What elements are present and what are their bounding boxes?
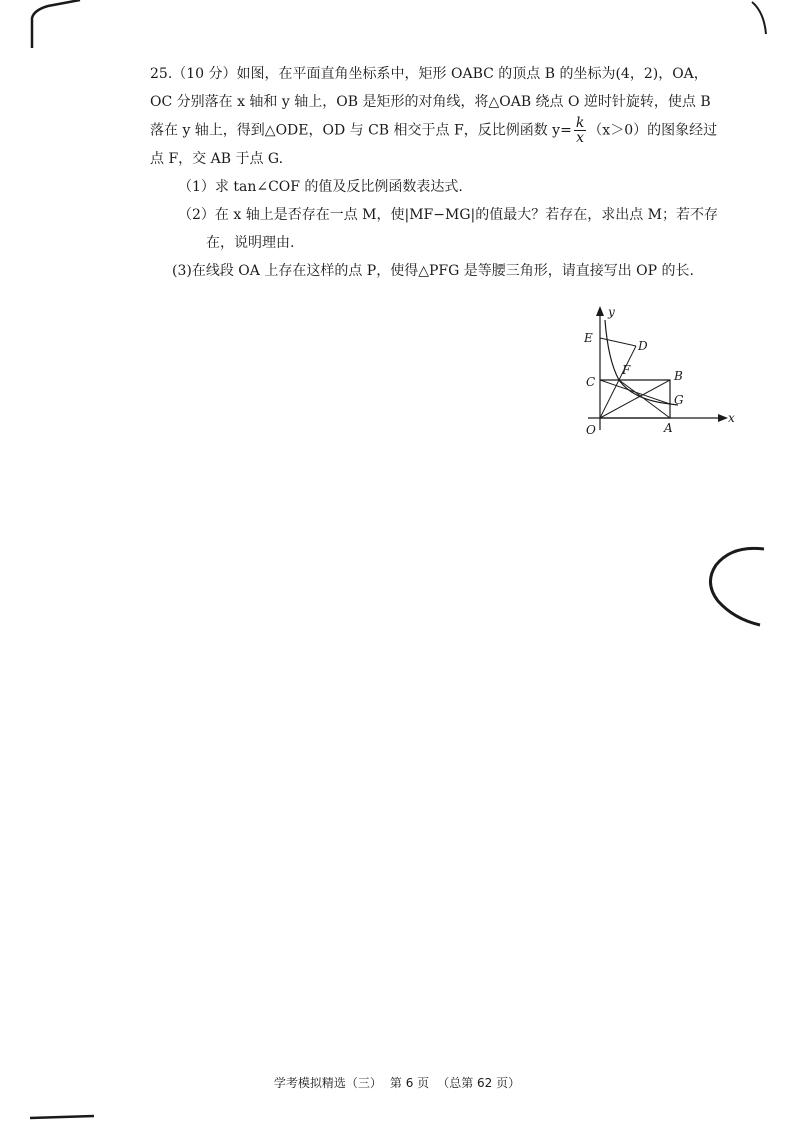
binder-hole-mark bbox=[704, 545, 774, 630]
label-f: F bbox=[622, 363, 631, 377]
diagonal-ob bbox=[600, 380, 670, 418]
x-axis-arrow bbox=[718, 414, 728, 422]
question-2-continued: 在，说明理由. bbox=[206, 235, 295, 251]
problem-statement-line-4: 点 F，交 AB 于点 G. bbox=[150, 151, 284, 167]
question-2: （2）在 x 轴上是否存在一点 M，使|MF−MG|的值最大？若存在，求出点 M；若不存 bbox=[178, 207, 719, 223]
y-axis-arrow bbox=[596, 306, 604, 316]
footer-title: 学考模拟精选（三） bbox=[273, 1076, 382, 1090]
footer-total: （总第 62 页） bbox=[437, 1076, 521, 1090]
hyperbola-curve bbox=[605, 320, 678, 405]
label-g: G bbox=[674, 393, 684, 407]
label-e: E bbox=[584, 331, 593, 345]
geometry-figure bbox=[578, 300, 738, 440]
label-y: y bbox=[608, 305, 615, 319]
footer-page: 第 6 页 bbox=[389, 1076, 430, 1090]
segment-de bbox=[600, 338, 636, 346]
label-c: C bbox=[586, 375, 596, 389]
page-footer bbox=[0, 1074, 794, 1091]
problem-statement-line-3-end: （x＞0）的图象经过 bbox=[588, 122, 718, 139]
question-1: （1）求 tan∠COF 的值及反比例函数表达式. bbox=[178, 179, 463, 195]
problem-statement-line-2: OC 分别落在 x 轴和 y 轴上，OB 是矩形的对角线，将△OAB 绕点 O 逆时针旋转，使点 B bbox=[150, 94, 711, 110]
scan-corner-mark-top-left bbox=[28, 0, 88, 50]
scan-corner-mark-top-right bbox=[748, 0, 778, 40]
problem-25 bbox=[150, 60, 742, 285]
scan-corner-mark-bottom-left bbox=[28, 1108, 98, 1122]
label-b: B bbox=[674, 369, 683, 383]
fraction-numerator: k bbox=[575, 115, 585, 131]
label-a: A bbox=[664, 421, 673, 435]
problem-statement-line-1: 25.（10 分）如图，在平面直角坐标系中，矩形 OABC 的顶点 B 的坐标为(4，2)，OA， bbox=[150, 66, 708, 82]
question-3: (3)在线段 OA 上存在这样的点 P，使得△PFG 是等腰三角形，请直接写出 OP 的长. bbox=[172, 263, 694, 279]
problem-statement-line-3-start: 落在 y 轴上，得到△ODE，OD 与 CB 相交于点 F，反比例函数 y= bbox=[150, 122, 572, 139]
label-o: O bbox=[586, 423, 596, 437]
fraction-denominator: x bbox=[576, 130, 584, 146]
label-d: D bbox=[638, 339, 648, 353]
problem-statement-line-3 bbox=[150, 116, 742, 145]
fraction-k-over-x bbox=[574, 116, 586, 145]
label-x: x bbox=[728, 411, 735, 425]
